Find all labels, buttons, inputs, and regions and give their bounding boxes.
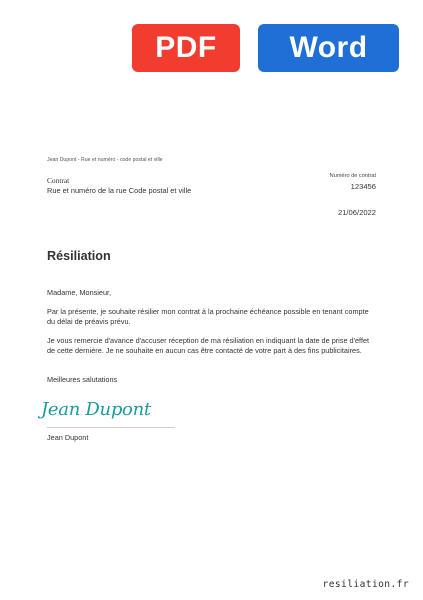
contract-number-label: Numéro de contrat [329, 173, 376, 179]
contract-number-value: 123456 [350, 182, 376, 191]
recipient-address [47, 176, 191, 196]
signature-line [47, 427, 175, 428]
greeting: Madame, Monsieur, [47, 288, 112, 297]
handwritten-signature: Jean Dupont [41, 399, 151, 420]
paragraph-1: Par la présente, je souhaite résilier mon contrat à la prochaine échéance possible en tenant compte du délai de préavis prévu. [47, 307, 369, 326]
letter-title: Résiliation [47, 249, 111, 263]
recipient-line-2: Rue et numéro de la rue Code postal et ville [47, 186, 192, 195]
signer-name: Jean Dupont [47, 433, 89, 442]
word-download-button[interactable]: Word [258, 24, 399, 72]
recipient-line-1: Contrat [47, 176, 70, 185]
letter-date: 21/06/2022 [337, 208, 376, 217]
sender-address: Jean Dupont - Rue et numéro - code postal et ville [47, 157, 163, 163]
pdf-download-button[interactable]: PDF [132, 24, 240, 72]
site-brand: resiliation.fr [322, 579, 409, 590]
paragraph-2: Je vous remercie d'avance d'accuser réception de ma résiliation en indiquant la date de prise d'effet de cette dernière. Je ne souhaite en aucun cas être contacté de votre part à des fins publicitaires. [47, 336, 370, 355]
closing: Meilleures salutations [47, 375, 118, 384]
